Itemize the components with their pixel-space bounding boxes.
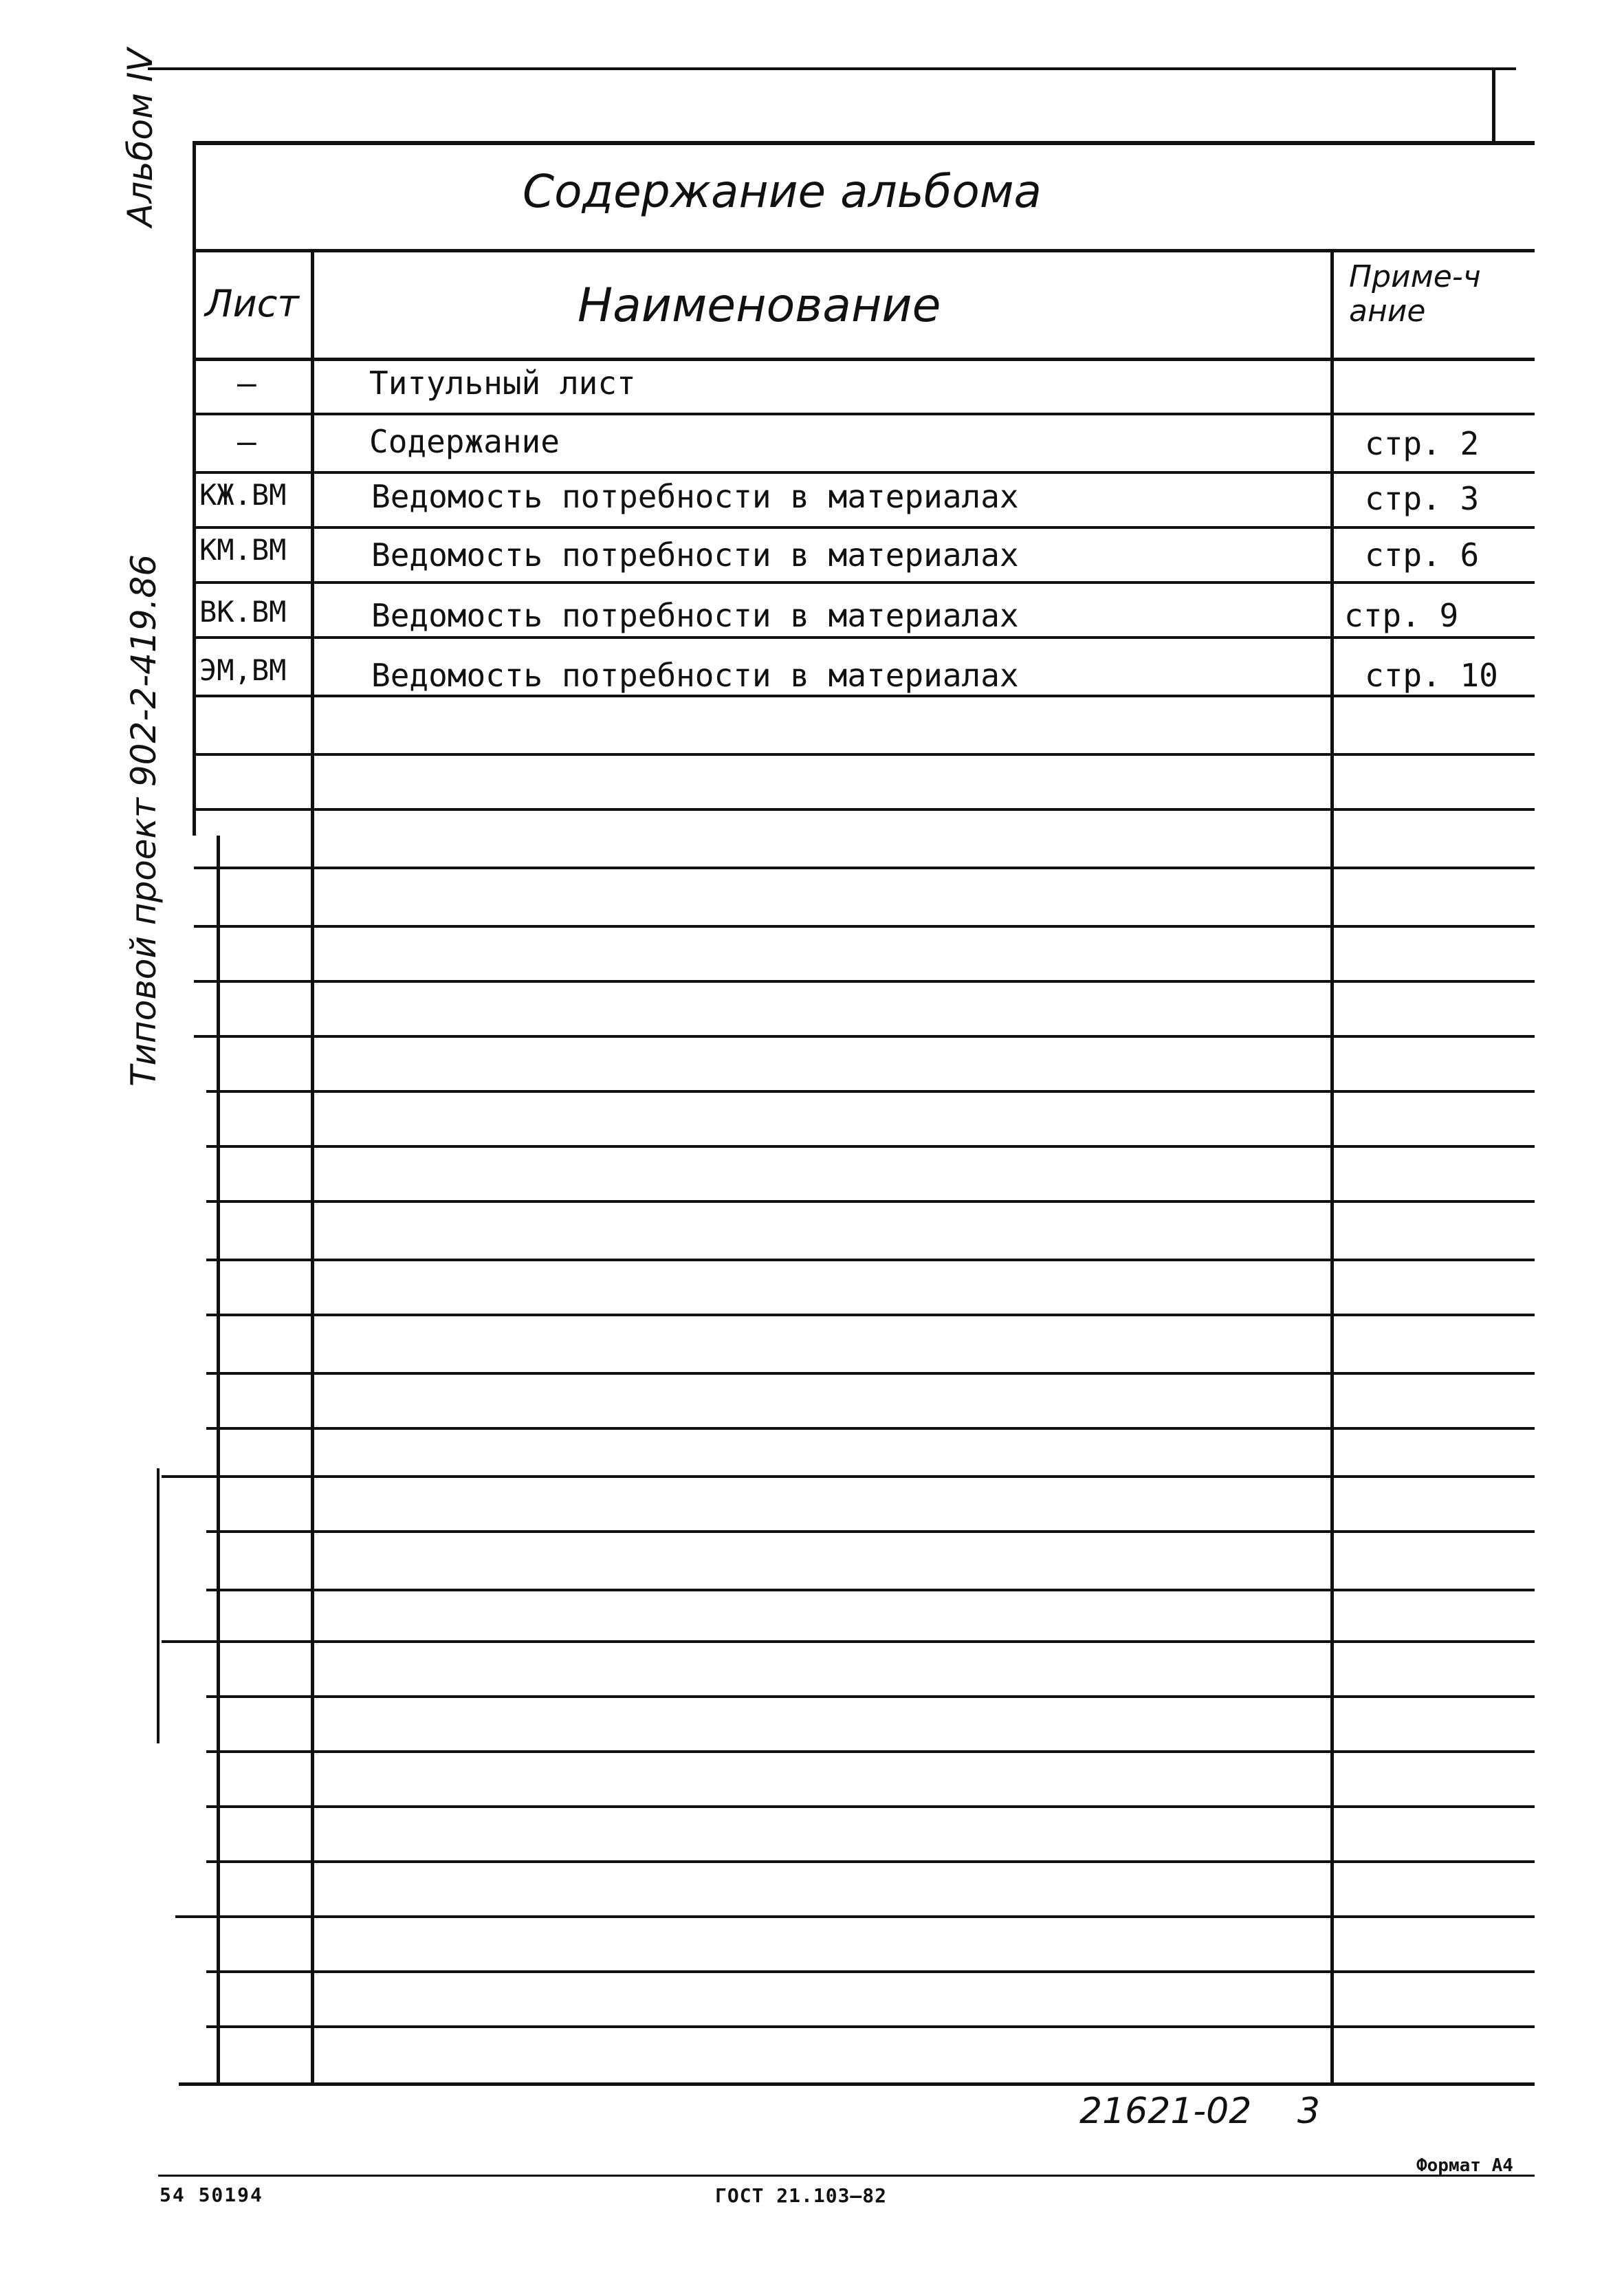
row-line — [206, 1970, 1535, 1973]
row-4-note: стр. 6 — [1365, 536, 1480, 574]
row-line — [162, 1640, 1535, 1643]
row-2-note: стр. 2 — [1365, 425, 1480, 462]
row-line — [194, 925, 1535, 928]
row-5-name: Ведомость потребности в материалах — [371, 597, 1019, 634]
row-4-sheet: КМ.ВМ — [199, 533, 287, 567]
row-line — [194, 636, 1535, 639]
format-label: Формат А4 — [1416, 2155, 1513, 2176]
row-line — [194, 695, 1535, 697]
row-line — [175, 1915, 1535, 1918]
row-line — [194, 1035, 1535, 1038]
row-5-note: стр. 9 — [1344, 597, 1459, 634]
gost-reference: ГОСТ 21.103–82 — [715, 2184, 888, 2207]
row-6-name: Ведомость потребности в материалах — [371, 657, 1019, 694]
frame-left-line — [193, 141, 196, 836]
row-line — [194, 753, 1535, 756]
row-6-note: стр. 10 — [1365, 657, 1498, 694]
row-line — [206, 1695, 1535, 1698]
row-line — [194, 581, 1535, 584]
drawing-code: 21621-02 — [1079, 2091, 1252, 2132]
row-3-name: Ведомость потребности в материалах — [371, 478, 1019, 515]
row-line — [206, 1090, 1535, 1093]
frame-bottom-line — [179, 2082, 1535, 2086]
page-title: Содержание альбома — [523, 165, 1042, 218]
row-line — [206, 1372, 1535, 1375]
row-line — [206, 1589, 1535, 1591]
row-line — [206, 1145, 1535, 1148]
row-line — [194, 413, 1535, 415]
row-line — [206, 1314, 1535, 1316]
row-3-sheet: КЖ.ВМ — [199, 478, 287, 512]
column-divider-note — [1330, 249, 1334, 2084]
frame-top-line — [194, 141, 1535, 145]
row-line — [206, 1259, 1535, 1261]
row-line — [194, 808, 1535, 811]
footer-rule — [158, 2175, 1535, 2177]
row-2-name: Содержание — [369, 423, 560, 460]
row-line — [206, 1860, 1535, 1863]
top-right-tick — [1492, 67, 1495, 143]
row-line — [162, 1475, 1535, 1478]
row-line — [206, 2025, 1535, 2028]
row-line — [194, 471, 1535, 474]
row-1-name: Титульный лист — [369, 364, 636, 402]
row-line — [206, 1750, 1535, 1753]
binding-mark — [157, 1468, 160, 1743]
drawing-number — [1079, 2091, 1320, 2132]
row-line — [194, 526, 1535, 529]
header-sheet: Лист — [205, 282, 299, 325]
header-name: Наименование — [578, 279, 941, 333]
row-2-sheet: – — [237, 423, 256, 460]
row-5-sheet: ВК.ВМ — [199, 595, 287, 629]
top-border-line — [148, 67, 1516, 70]
header-note: Приме-чание — [1349, 259, 1481, 329]
row-line — [206, 1805, 1535, 1808]
print-code: 54 50194 — [160, 2184, 263, 2206]
row-line — [194, 867, 1535, 869]
column-divider-sheet — [311, 249, 314, 2084]
row-6-sheet: ЭМ,ВМ — [199, 653, 287, 687]
row-3-note: стр. 3 — [1365, 480, 1480, 517]
row-line — [206, 1200, 1535, 1203]
page-number: 3 — [1297, 2091, 1320, 2132]
row-1-sheet: – — [237, 364, 256, 402]
row-4-name: Ведомость потребности в материалах — [371, 536, 1019, 574]
row-line — [206, 1427, 1535, 1430]
project-side-label: Типовой проект 902-2-419.86 — [124, 554, 164, 1087]
row-line — [206, 1530, 1535, 1533]
frame-left-line-lower — [217, 836, 220, 2084]
album-side-label: Альбом IV — [120, 48, 160, 227]
row-line — [194, 980, 1535, 983]
